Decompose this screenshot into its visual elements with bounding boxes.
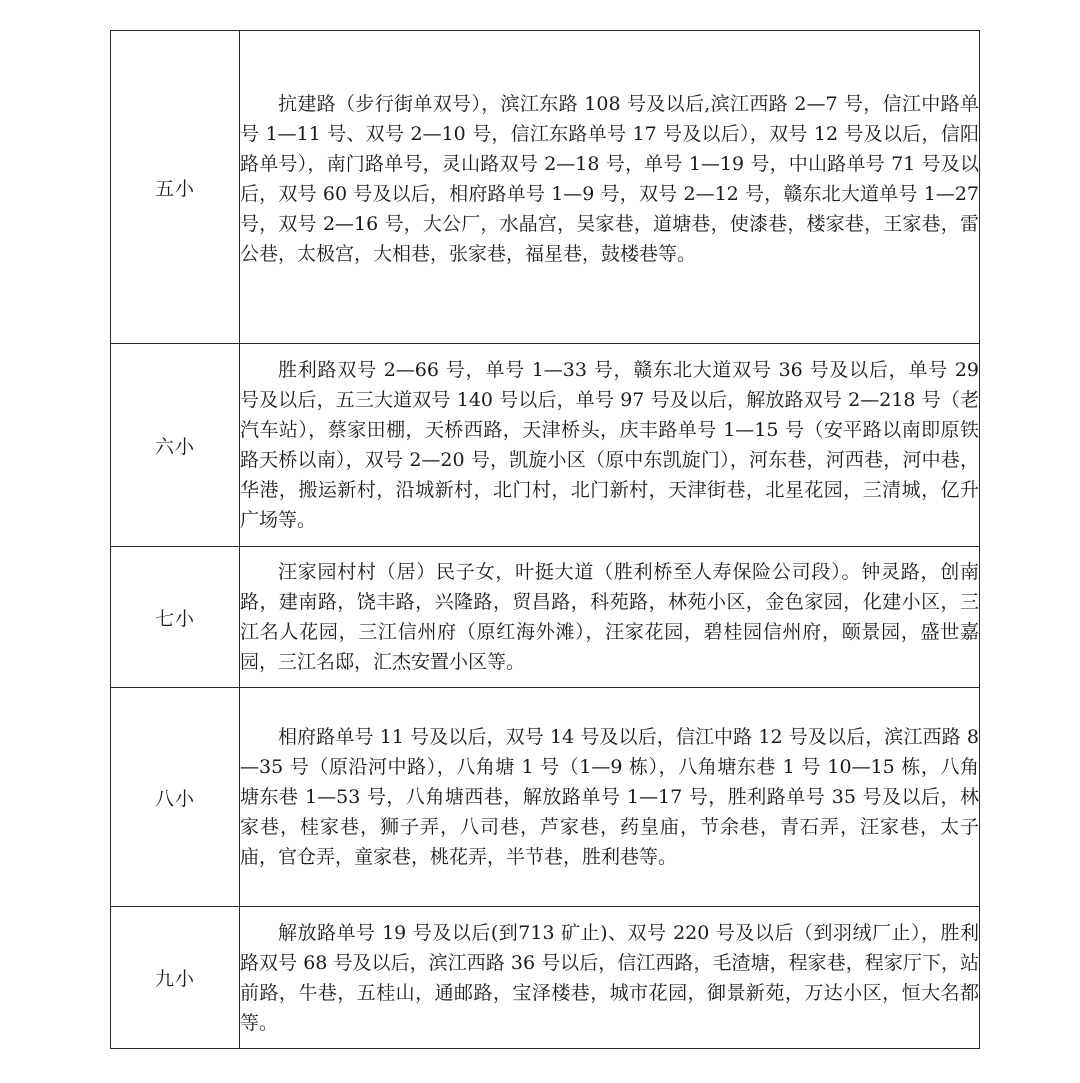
table-row: [111, 344, 980, 547]
table-row: [111, 547, 980, 688]
school-name-cell: 九小: [111, 907, 240, 1049]
school-name-cell: 七小: [111, 547, 240, 688]
table-row: [111, 907, 980, 1049]
enrollment-area-cell: 抗建路（步行街单双号），滨江东路 108 号及以后,滨江西路 2—7 号，信江中路单号 1—11 号、双号 2—10 号，信江东路单号 17 号及以后），双号 12 号及以后，信阳路单号），南门路单号，灵山路双号 2—18 号，单号 1—19 号，中山路单号 71 号及以后，双号 60 号及以后，相府路单号 1—9 号，双号 2—12 号，赣东北大道单号 1—27 号，双号 2—16 号，大公厂，水晶宫，吴家巷，道塘巷，使漆巷，楼家巷，王家巷，雷公巷，太极宫，大相巷，张家巷，福星巷，鼓楼巷等。: [240, 31, 980, 344]
school-name-cell: 八小: [111, 688, 240, 907]
table-row: [111, 31, 980, 344]
school-name-cell: 六小: [111, 344, 240, 547]
enrollment-area-cell: 汪家园村村（居）民子女，叶挺大道（胜利桥至人寿保险公司段）。钟灵路，创南路，建南路，饶丰路，兴隆路，贸昌路，科苑路，林苑小区，金色家园，化建小区，三江名人花园，三江信州府（原红海外滩），汪家花园，碧桂园信州府，颐景园，盛世嘉园，三江名邸，汇杰安置小区等。: [240, 547, 980, 688]
school-zone-table: [110, 30, 980, 1049]
school-name-cell: 五小: [111, 31, 240, 344]
table-row: [111, 688, 980, 907]
enrollment-area-cell: 胜利路双号 2—66 号，单号 1—33 号，赣东北大道双号 36 号及以后，单号 29 号及以后，五三大道双号 140 号以后，单号 97 号及以后，解放路双号 2—218 号（老汽车站），蔡家田棚，天桥西路，天津桥头，庆丰路单号 1—15 号（安平路以南即原铁路天桥以南），双号 2—20 号，凯旋小区（原中东凯旋门），河东巷，河西巷，河中巷，华港，搬运新村，沿城新村，北门村，北门新村，天津街巷，北星花园，三清城，亿升广场等。: [240, 344, 980, 547]
enrollment-area-cell: 解放路单号 19 号及以后(到713 矿止)、双号 220 号及以后（到羽绒厂止），胜利路双号 68 号及以后，滨江西路 36 号以后，信江西路，毛渣塘，程家巷，程家厅下，站前路，牛巷，五桂山，通邮路，宝泽楼巷，城市花园，御景新苑，万达小区，恒大名都等。: [240, 907, 980, 1049]
enrollment-area-cell: 相府路单号 11 号及以后，双号 14 号及以后，信江中路 12 号及以后，滨江西路 8—35 号（原沿河中路），八角塘 1 号（1—9 栋），八角塘东巷 1 号 10—15 栋，八角塘东巷 1—53 号，八角塘西巷，解放路单号 1—17 号，胜利路单号 35 号及以后，林家巷，桂家巷，狮子弄，八司巷，芦家巷，药皇庙，节余巷，青石弄，汪家巷，太子庙，官仓弄，童家巷，桃花弄，半节巷，胜利巷等。: [240, 688, 980, 907]
